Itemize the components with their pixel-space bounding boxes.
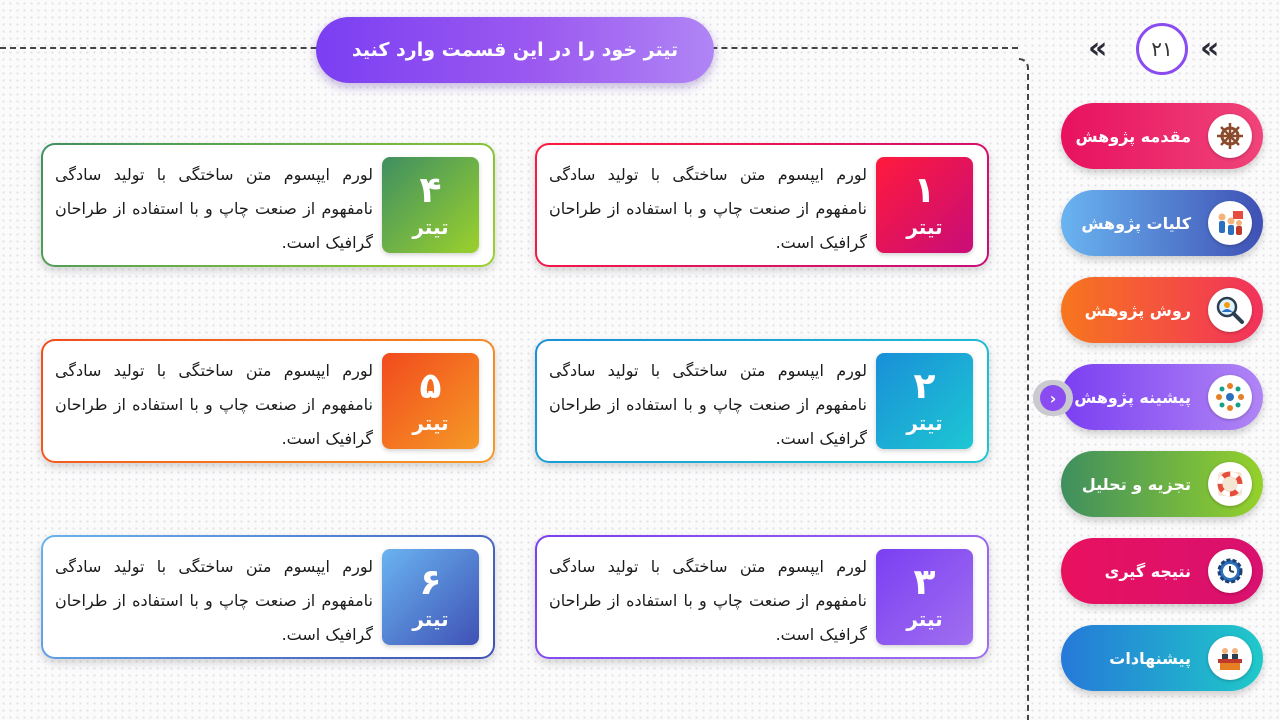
card-number-box: [876, 549, 973, 645]
menu-item-label: پیشنهادات: [1109, 648, 1191, 668]
card-inner: [43, 537, 493, 657]
card-inner: [537, 537, 987, 657]
menu-item-literature-review[interactable]: [1061, 364, 1263, 430]
content-card-6: [41, 535, 495, 659]
content-card-1: [535, 143, 989, 267]
card-number: ۲: [913, 366, 936, 407]
card-text: لورم ایپسوم متن ساختگی با تولید سادگی نامفهوم از صنعت چاپ و با استفاده از طراحان گرافیک است.: [55, 557, 373, 644]
magnifier-user-icon: [1208, 288, 1252, 332]
network-people-icon: [1208, 375, 1252, 419]
content-card-2: [535, 339, 989, 463]
ship-wheel-icon: [1208, 114, 1252, 158]
lifebuoy-icon: [1208, 462, 1252, 506]
menu-item-label: نتیجه گیری: [1104, 561, 1191, 581]
menu-item-recommendations[interactable]: [1061, 625, 1263, 691]
gear-clock-icon: [1208, 549, 1252, 593]
card-number: ۶: [419, 562, 442, 603]
meeting-desk-icon: [1208, 636, 1252, 680]
dashed-frame-right: [1019, 58, 1029, 720]
content-card-3: [535, 535, 989, 659]
card-inner: [537, 341, 987, 461]
card-heading: تیتر: [906, 607, 943, 631]
menu-item-research-overview[interactable]: [1061, 190, 1263, 256]
menu-item-conclusion[interactable]: [1061, 538, 1263, 604]
menu-item-label: روش پژوهش: [1084, 300, 1191, 320]
card-inner: [537, 145, 987, 265]
card-number-box: [876, 353, 973, 449]
menu-item-label: مقدمه پژوهش: [1075, 126, 1191, 146]
menu-item-label: پیشینه پژوهش: [1074, 387, 1191, 407]
menu-item-analysis[interactable]: [1061, 451, 1263, 517]
card-inner: [43, 341, 493, 461]
team-presentation-icon: [1208, 201, 1252, 245]
card-number-box: [382, 549, 479, 645]
content-card-5: [41, 339, 495, 463]
card-text: لورم ایپسوم متن ساختگی با تولید سادگی نامفهوم از صنعت چاپ و با استفاده از طراحان گرافیک است.: [55, 165, 373, 252]
card-heading: تیتر: [412, 411, 449, 435]
card-inner: [43, 145, 493, 265]
card-number: ۴: [419, 170, 442, 211]
menu-item-label: تجزیه و تحلیل: [1081, 474, 1191, 494]
card-text: لورم ایپسوم متن ساختگی با تولید سادگی نامفهوم از صنعت چاپ و با استفاده از طراحان گرافیک است.: [549, 165, 867, 252]
content-card-4: [41, 143, 495, 267]
prev-page-icon[interactable]: «: [1088, 31, 1099, 66]
card-number-box: [382, 157, 479, 253]
menu-item-label: کلیات پژوهش: [1081, 213, 1191, 233]
card-heading: تیتر: [412, 215, 449, 239]
card-number: ۵: [419, 366, 442, 407]
next-page-icon[interactable]: «: [1200, 31, 1211, 66]
chevron-right-icon: ›: [1040, 385, 1066, 411]
card-text: لورم ایپسوم متن ساختگی با تولید سادگی نامفهوم از صنعت چاپ و با استفاده از طراحان گرافیک است.: [549, 557, 867, 644]
card-text: لورم ایپسوم متن ساختگی با تولید سادگی نامفهوم از صنعت چاپ و با استفاده از طراحان گرافیک است.: [549, 361, 867, 448]
slide-title: [316, 17, 714, 83]
card-heading: تیتر: [906, 411, 943, 435]
active-item-marker: [1033, 380, 1073, 416]
card-number-box: [876, 157, 973, 253]
card-number-box: [382, 353, 479, 449]
card-heading: تیتر: [412, 607, 449, 631]
card-text: لورم ایپسوم متن ساختگی با تولید سادگی نامفهوم از صنعت چاپ و با استفاده از طراحان گرافیک است.: [55, 361, 373, 448]
card-number: ۱: [913, 170, 936, 211]
slide-title-text: تیتر خود را در این قسمت وارد کنید: [351, 39, 679, 61]
page-number: ۲۱: [1136, 23, 1188, 75]
card-number: ۳: [913, 562, 936, 603]
menu-item-introduction[interactable]: [1061, 103, 1263, 169]
menu-item-research-method[interactable]: [1061, 277, 1263, 343]
card-heading: تیتر: [906, 215, 943, 239]
